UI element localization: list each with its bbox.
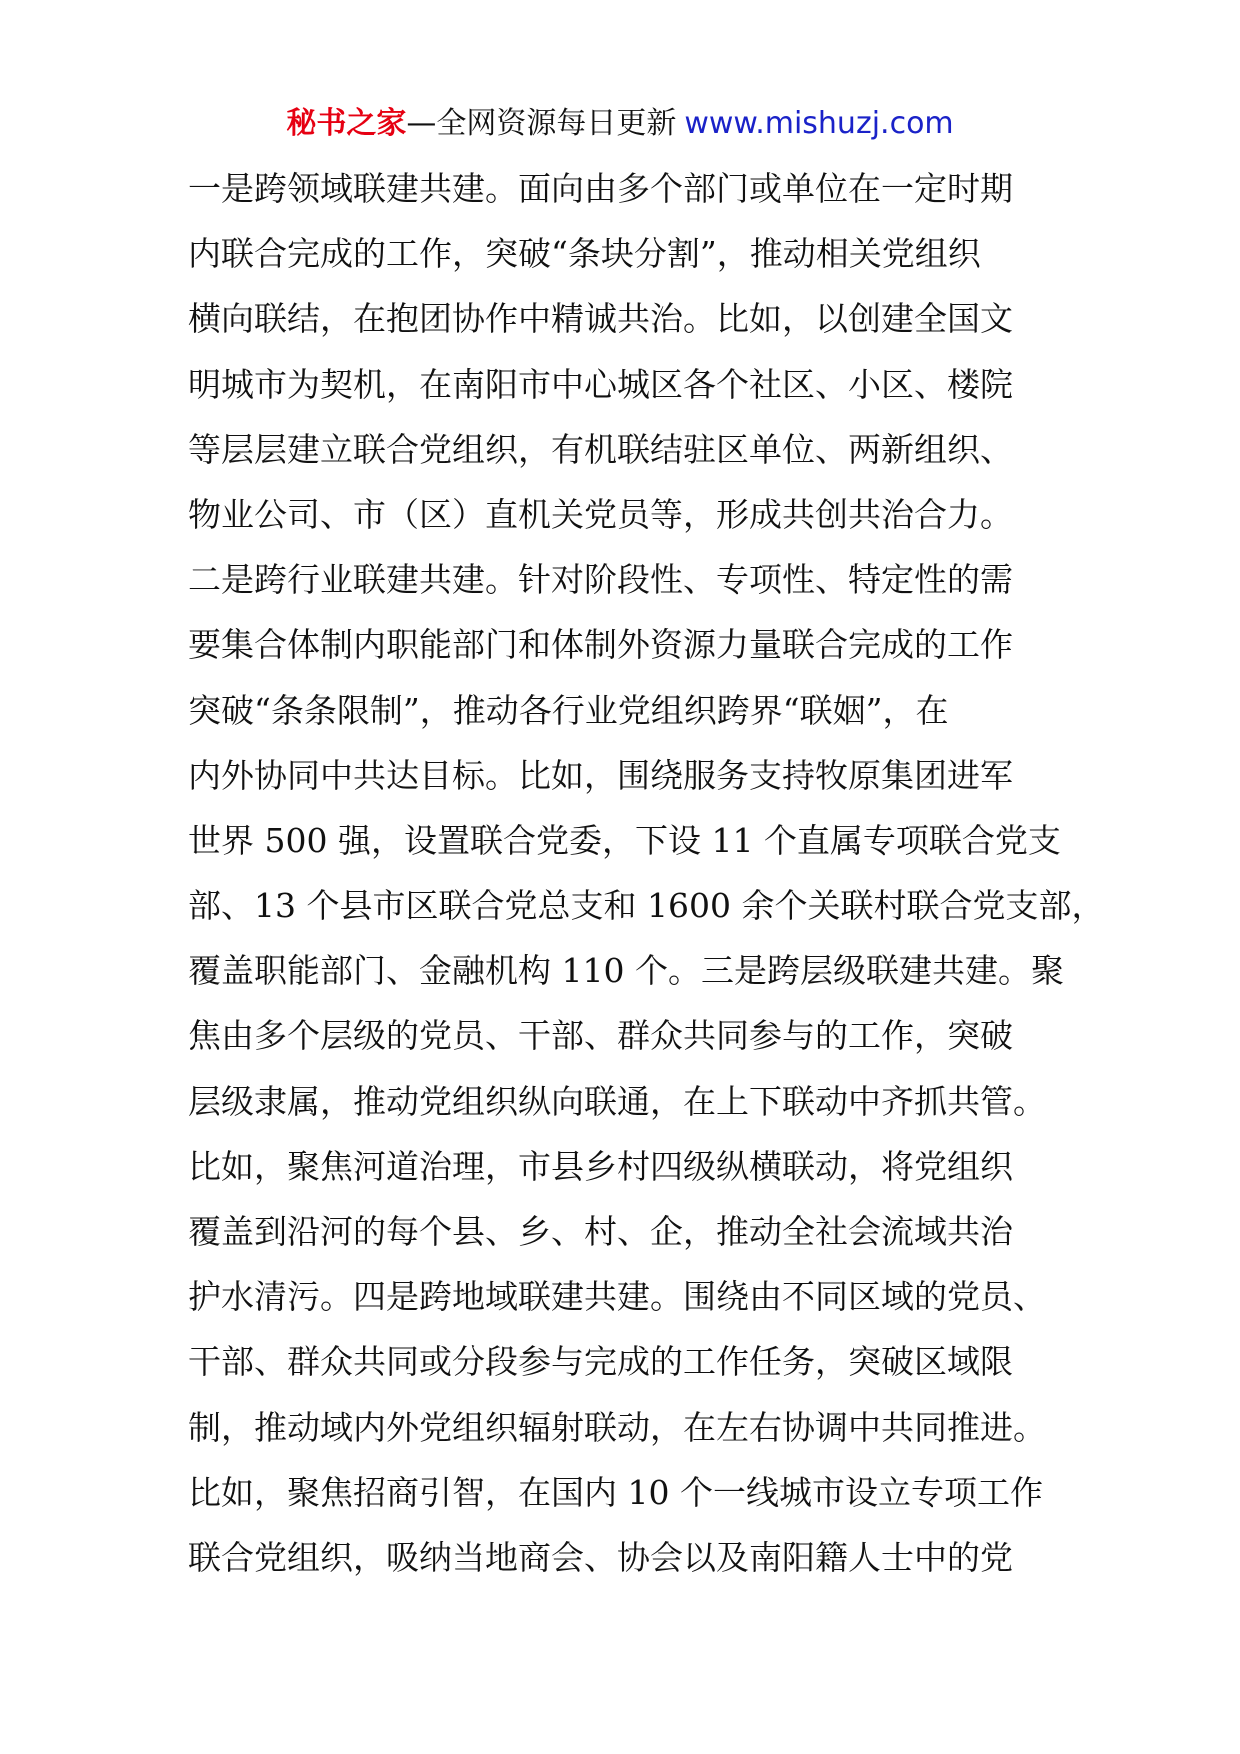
page-header	[0, 100, 1240, 148]
brand-name: 秘书之家	[286, 106, 407, 141]
text-line: 要集合体制内职能部门和体制外资源力量联合完成的工作	[188, 625, 1013, 665]
text-line: 明城市为契机，在南阳市中心城区各个社区、小区、楼院	[188, 364, 1013, 404]
document-body	[188, 156, 1105, 1590]
text-line: 物业公司、市（区）直机关党员等，形成共创共治合力。	[188, 494, 1013, 534]
text-line: 覆盖到沿河的每个县、乡、村、企，推动全社会流域共治	[188, 1212, 1013, 1251]
text-line: 覆盖职能部门、金融机构 110 个。三是跨层级联建共建。聚	[188, 951, 1064, 991]
header-tagline: —全网资源每日更新	[406, 106, 677, 141]
text-line: 世界 500 强，设置联合党委，下设 11 个直属专项联合党支	[188, 820, 1061, 860]
website-link[interactable]: www.mishuzj.com	[684, 106, 954, 141]
text-line: 横向联结，在抱团协作中精诚共治。比如，以创建全国文	[188, 299, 1013, 339]
text-line: 层级隶属，推动党组织纵向联通，在上下联动中齐抓共管。	[188, 1081, 1046, 1121]
text-line: 突破“条条限制”，推动各行业党组织跨界“联姻”，在	[188, 690, 949, 730]
text-line: 焦由多个层级的党员、干部、群众共同参与的工作，突破	[188, 1016, 1013, 1056]
text-line: 内联合完成的工作，突破“条块分割”，推动相关党组织	[188, 234, 981, 274]
text-line: 护水清污。四是跨地域联建共建。围绕由不同区域的党员、	[188, 1277, 1046, 1317]
text-line: 部、13 个县市区联合党总支和 1600 余个关联村联合党支部，	[188, 886, 1105, 926]
text-line: 制，推动域内外党组织辐射联动，在左右协调中共同推进。	[188, 1407, 1046, 1447]
text-line: 联合党组织，吸纳当地商会、协会以及南阳籍人士中的党	[188, 1537, 1013, 1577]
text-line: 一是跨领域联建共建。面向由多个部门或单位在一定时期	[188, 169, 1013, 208]
text-line: 二是跨行业联建共建。针对阶段性、专项性、特定性的需	[188, 560, 1013, 600]
text-line: 等层层建立联合党组织，有机联结驻区单位、两新组织、	[188, 429, 1013, 469]
text-line: 比如，聚焦招商引智，在国内 10 个一线城市设立专项工作	[188, 1472, 1043, 1512]
text-line: 干部、群众共同或分段参与完成的工作任务，突破区域限	[188, 1342, 1013, 1382]
text-line: 比如，聚焦河道治理，市县乡村四级纵横联动，将党组织	[188, 1146, 1013, 1186]
text-line: 内外协同中共达目标。比如，围绕服务支持牧原集团进军	[188, 755, 1013, 795]
